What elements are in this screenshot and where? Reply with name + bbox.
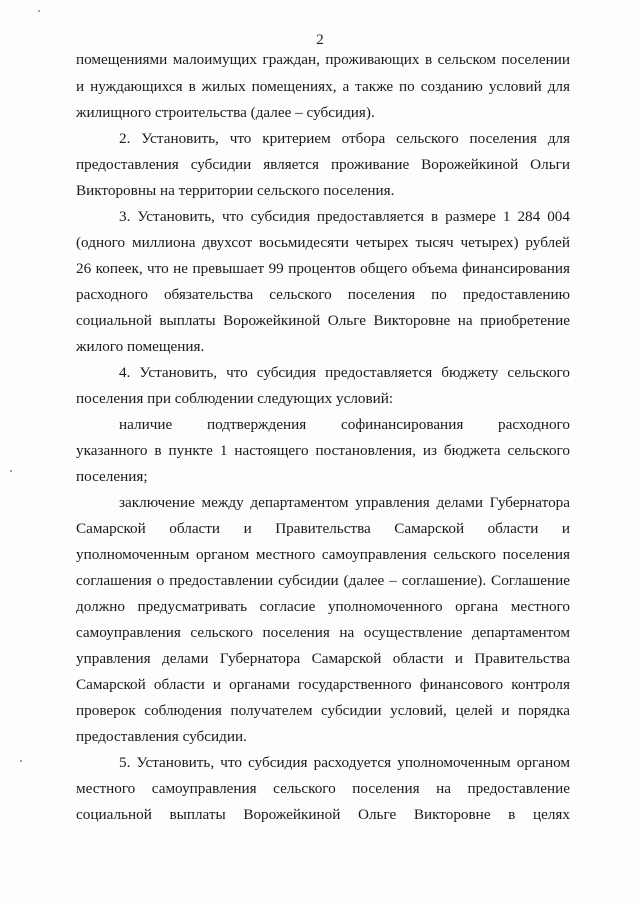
- text-line: Самарской области и Правительства Самарской области и: [76, 520, 570, 537]
- text-line: Самарской области и органами государственного финансового контроля: [76, 676, 570, 693]
- text-line: и нуждающихся в жилых помещениях, а также по созданию условий для: [76, 78, 570, 95]
- text-line: соглашения о предоставлении субсидии (далее – соглашение). Соглашение: [76, 572, 570, 589]
- text-line: местного самоуправления сельского поселения на предоставление: [76, 780, 570, 797]
- text-line: помещениями малоимущих граждан, проживающих в сельском поселении: [76, 51, 570, 68]
- scan-speck: [20, 760, 22, 762]
- text-line: 4. Установить, что субсидия предоставляется бюджету сельского: [119, 364, 570, 381]
- text-line: социальной выплаты Ворожейкиной Ольге Викторовне на приобретение: [76, 312, 570, 329]
- text-line: должно предусматривать согласие уполномоченного органа местного: [76, 598, 570, 615]
- text-line: 5. Установить, что субсидия расходуется уполномоченным органом: [119, 754, 570, 771]
- text-line: жилого помещения.: [76, 338, 205, 355]
- text-line: заключение между департаментом управления делами Губернатора: [119, 494, 570, 511]
- text-line: проверок соблюдения получателем субсидии условий, целей и порядка: [76, 702, 570, 719]
- text-line: 2. Установить, что критерием отбора сельского поселения для: [119, 130, 570, 147]
- text-line: 3. Установить, что субсидия предоставляется в размере 1 284 004: [119, 208, 570, 225]
- scan-speck: [38, 10, 40, 12]
- text-line: самоуправления сельского поселения на осуществление департаментом: [76, 624, 570, 641]
- text-line: наличие подтверждения софинансирования расходного: [119, 416, 570, 433]
- text-line: расходного обязательства сельского поселения по предоставлению: [76, 286, 570, 303]
- text-line: уполномоченным органом местного самоуправления сельского поселения: [76, 546, 570, 563]
- scan-speck: [10, 470, 12, 472]
- text-line: 26 копеек, что не превышает 99 процентов общего объема финансирования: [76, 260, 570, 277]
- text-line: социальной выплаты Ворожейкиной Ольге Викторовне в целях: [76, 806, 570, 823]
- text-line: жилищного строительства (далее – субсидия).: [76, 104, 375, 121]
- text-line: указанного в пункте 1 настоящего постановления, из бюджета сельского: [76, 442, 570, 459]
- page-number: 2: [316, 32, 324, 48]
- text-line: предоставления субсидии является проживание Ворожейкиной Ольги: [76, 156, 570, 173]
- text-line: управления делами Губернатора Самарской области и Правительства: [76, 650, 570, 667]
- text-line: поселения при соблюдении следующих условий:: [76, 390, 394, 407]
- text-line: Викторовны на территории сельского поселения.: [76, 182, 395, 199]
- text-line: поселения;: [76, 468, 148, 485]
- text-line: (одного миллиона двухсот восьмидесяти четырех тысяч четырех) рублей: [76, 234, 570, 251]
- text-line: предоставления субсидии.: [76, 728, 247, 745]
